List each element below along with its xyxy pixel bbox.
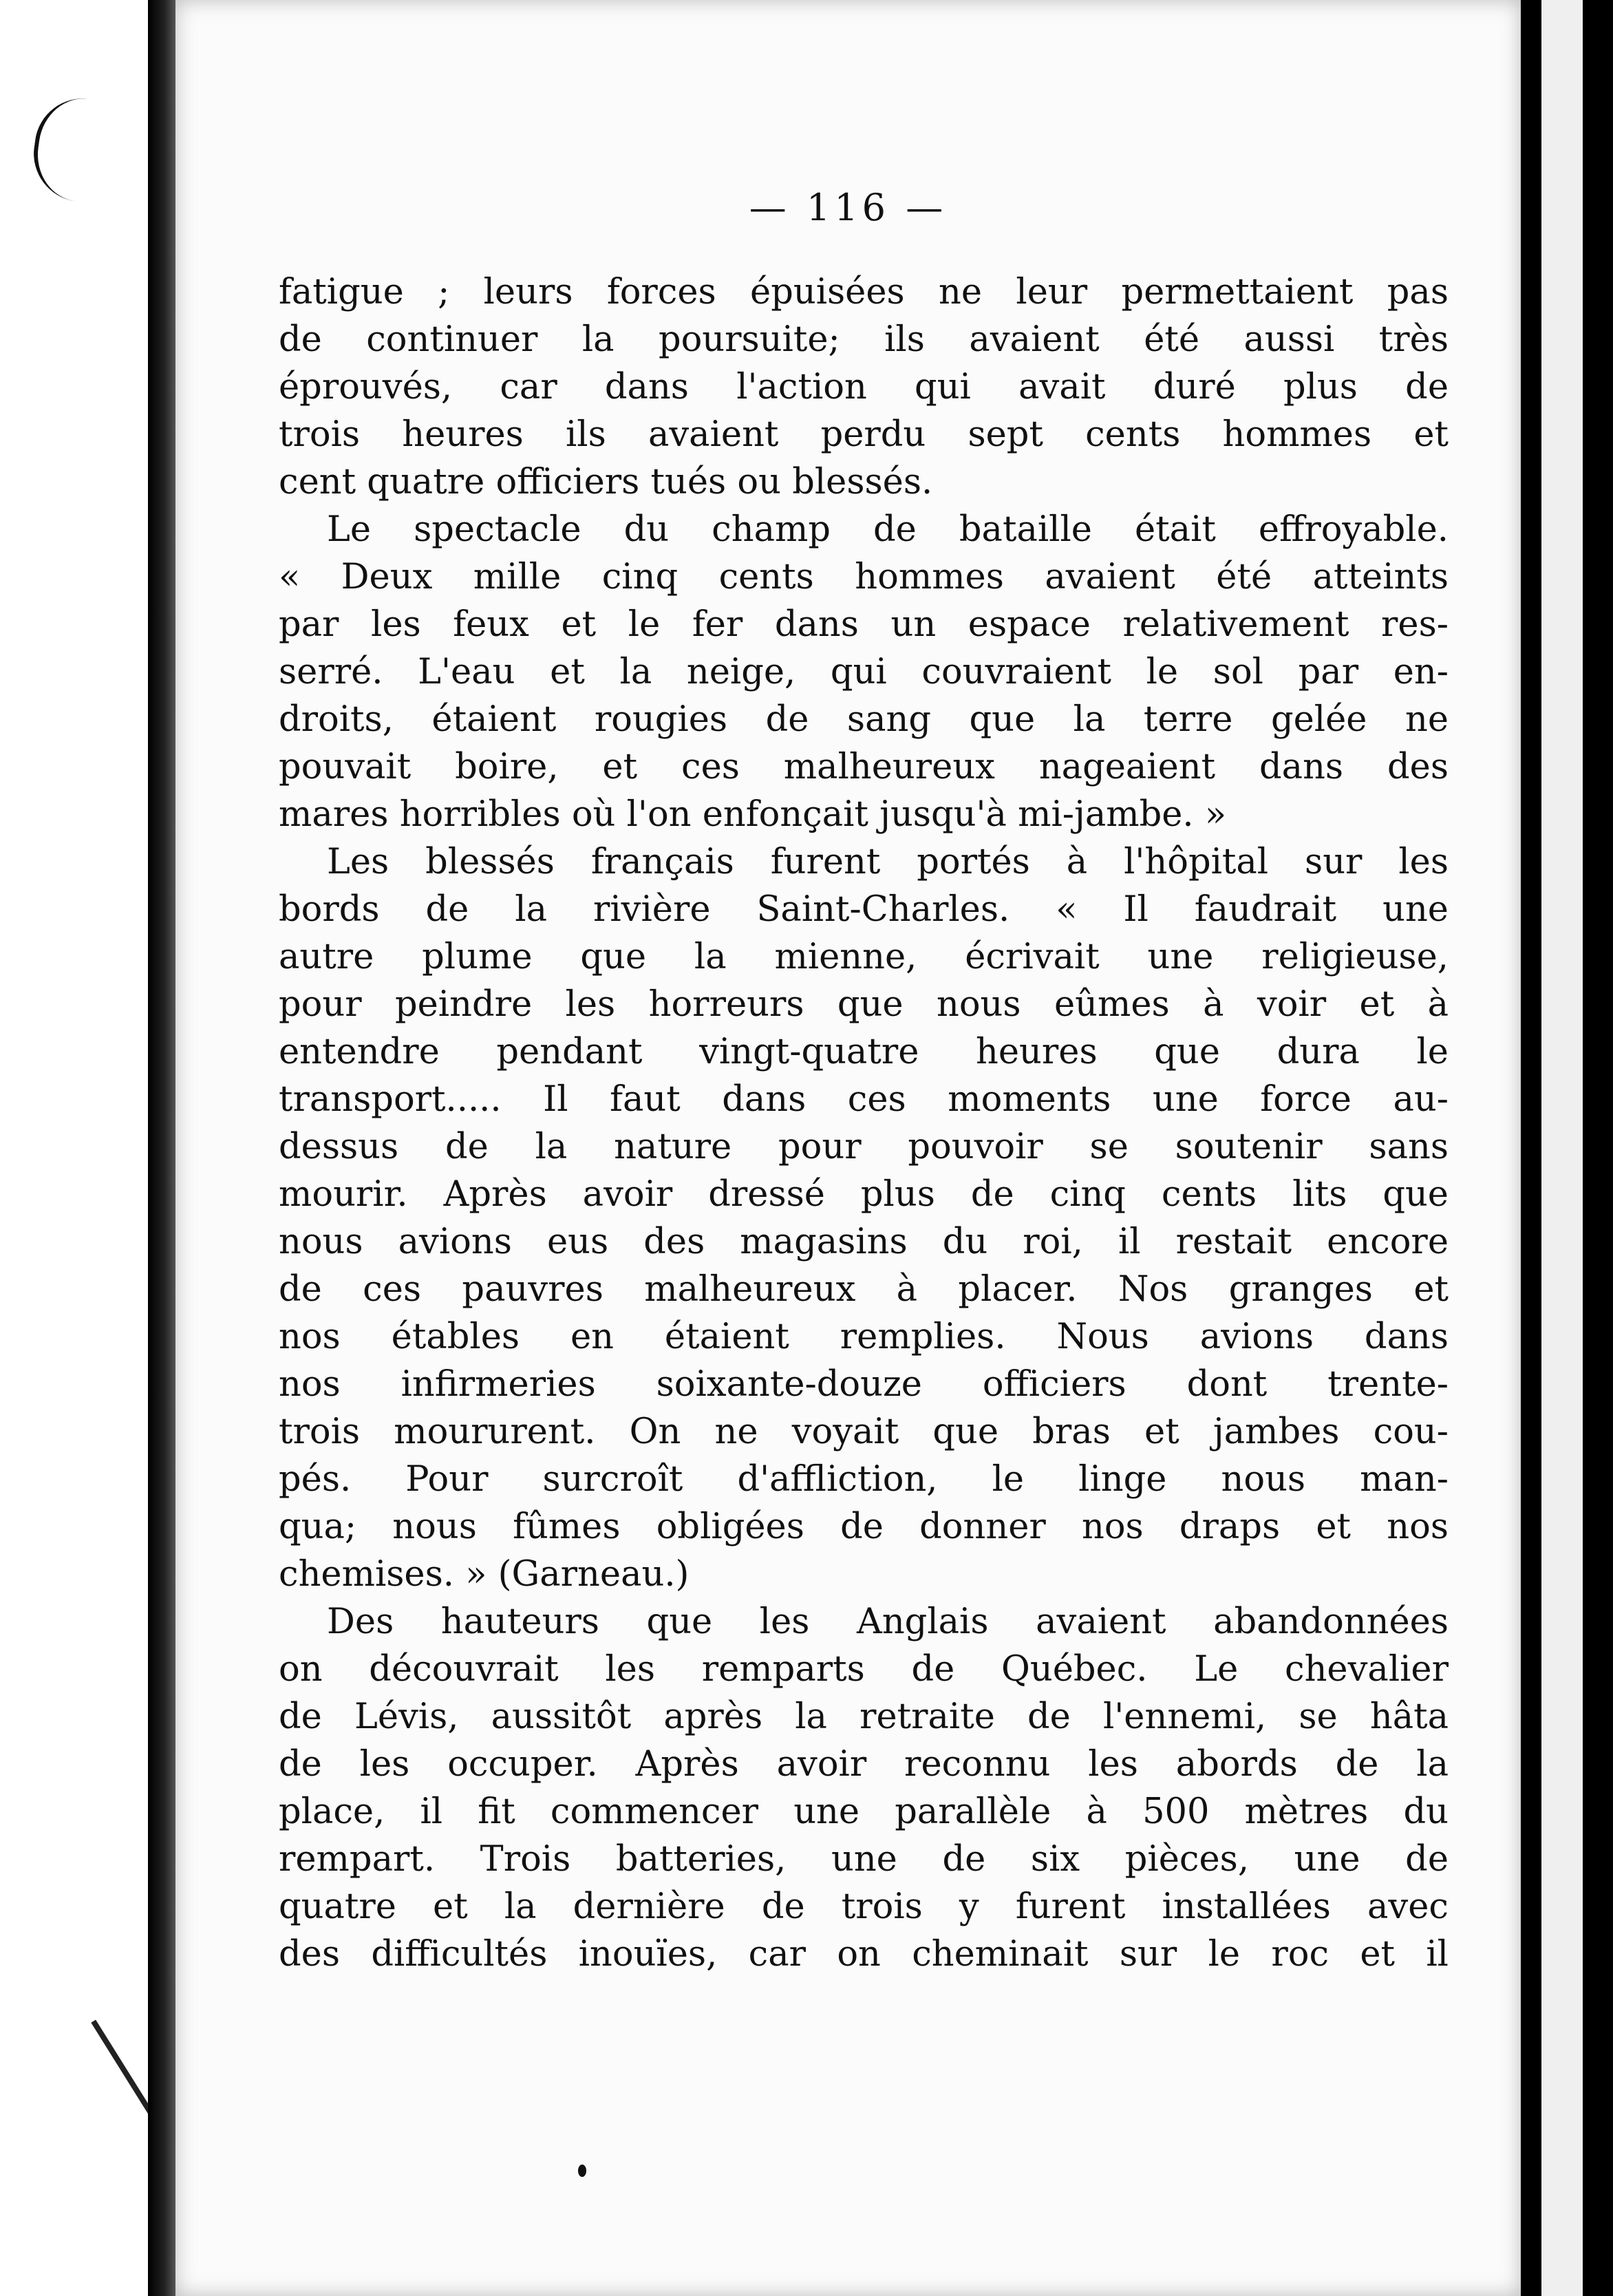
text-line: trois moururent. On ne voyait que bras et jambes cou- (279, 1412, 1449, 1452)
ink-speck (578, 2165, 586, 2177)
text-line: rempart. Trois batteries, une de six pièces, une de (279, 1839, 1449, 1880)
right-scan-border (1583, 0, 1613, 2296)
text-line: trois heures ils avaient perdu sept cents hommes et (279, 414, 1449, 455)
page-body-text (279, 268, 1449, 1978)
text-line: des difficultés inouïes, car on cheminait sur le roc et il (279, 1934, 1449, 1975)
text-line: par les feux et le fer dans un espace relativement res- (279, 604, 1449, 645)
text-line: nous avions eus des magasins du roi, il restait encore (279, 1222, 1449, 1262)
text-line: nos étables en étaient remplies. Nous avions dans (279, 1317, 1449, 1357)
text-line: de Lévis, aussitôt après la retraite de l'ennemi, se hâta (279, 1697, 1449, 1737)
text-line: nos infirmeries soixante-douze officiers dont trente- (279, 1364, 1449, 1405)
text-line: « Deux mille cinq cents hommes avaient été atteints (279, 557, 1449, 597)
text-line: pés. Pour surcroît d'affliction, le linge nous man- (279, 1459, 1449, 1500)
text-line: Les blessés français furent portés à l'hôpital sur les (327, 842, 1449, 882)
text-line: chemises. » (Garneau.) (279, 1554, 690, 1595)
text-line: cent quatre officiers tués ou blessés. (279, 462, 933, 502)
text-line: autre plume que la mienne, écrivait une religieuse, (279, 937, 1449, 977)
text-line: transport..... Il faut dans ces moments une force au- (279, 1079, 1449, 1120)
text-line: de ces pauvres malheureux à placer. Nos granges et (279, 1269, 1449, 1310)
text-line: bords de la rivière Saint-Charles. « Il faudrait une (279, 889, 1449, 930)
page-number: — 116 — (749, 186, 948, 229)
text-line: dessus de la nature pour pouvoir se soutenir sans (279, 1127, 1449, 1167)
text-line: on découvrait les remparts de Québec. Le chevalier (279, 1649, 1449, 1690)
book-page (175, 0, 1521, 2296)
text-line: quatre et la dernière de trois y furent installées avec (279, 1886, 1449, 1927)
text-line: pour peindre les horreurs que nous eûmes à voir et à (279, 984, 1449, 1025)
text-line: place, il fit commencer une parallèle à 500 mètres du (279, 1792, 1449, 1832)
text-line: droits, étaient rougies de sang que la terre gelée ne (279, 699, 1449, 740)
text-line: de continuer la poursuite; ils avaient été aussi très (279, 319, 1449, 360)
text-line: de les occuper. Après avoir reconnu les abords de la (279, 1744, 1449, 1785)
text-line: fatigue ; leurs forces épuisées ne leur permettaient pas (279, 272, 1449, 312)
bracket-scan-mark (28, 92, 107, 204)
binding-gutter-shadow (148, 0, 175, 2296)
right-page-edge-shadow (1521, 0, 1541, 2296)
left-margin-background (0, 0, 151, 2296)
text-line: entendre pendant vingt-quatre heures que dura le (279, 1032, 1449, 1072)
next-page-edge (1541, 0, 1583, 2296)
text-line: pouvait boire, et ces malheureux nageaient dans des (279, 747, 1449, 787)
text-line: Des hauteurs que les Anglais avaient abandonnées (327, 1602, 1449, 1642)
text-line: Le spectacle du champ de bataille était effroyable. (327, 509, 1449, 550)
text-line: mares horribles où l'on enfonçait jusqu'à mi-jambe. » (279, 794, 1227, 835)
text-line: éprouvés, car dans l'action qui avait duré plus de (279, 367, 1449, 407)
text-line: qua; nous fûmes obligées de donner nos draps et nos (279, 1507, 1449, 1547)
text-line: serré. L'eau et la neige, qui couvraient le sol par en- (279, 652, 1449, 692)
text-line: mourir. Après avoir dressé plus de cinq cents lits que (279, 1174, 1449, 1215)
